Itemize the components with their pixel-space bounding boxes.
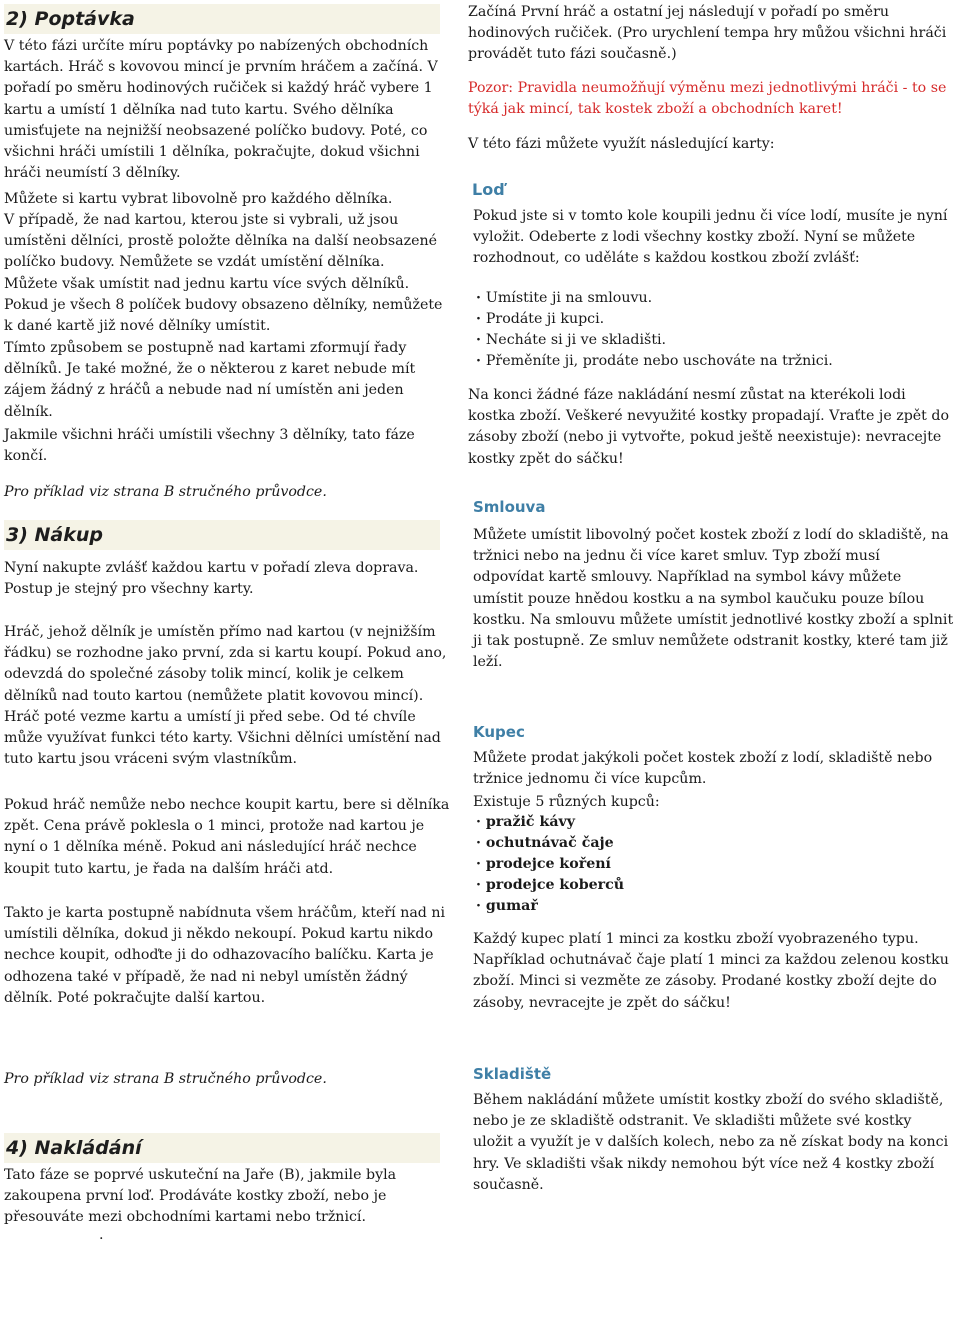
poptavka-paragraph-1: V této fázi určíte míru poptávky po nabízených obchodních kartách. Hráč s kovovou mincí je prvním hráčem a začíná. V pořadí po směru hodinových ručiček si každý hráč vybere 1 kartu a umístí 1 dělníka nad tuto kartu. Svého dělníka umisťujete na nejnižší neobsazené políčko budovy. Poté, co všichni hráči umístili 1 dělníka, pokračujte, dokud všichni hráči neumístí 3 dělníky. (4, 38, 438, 182)
ship-end-note: Na konci žádné fáze nakládání nesmí zůstat na kterékoli lodi kostka zboží. Veškeré nevyužité kostky propadají. Vraťte je zpět do zásoby zboží (nebo ji vytvořte, pokud ještě neexistuje): nevracejte kostky zpět do sáčku! (468, 387, 950, 467)
poptavka-example-note: Pro příklad viz strana B stručného průvodce. (4, 484, 327, 500)
cards-intro: V této fázi můžete využít následující karty: (468, 136, 775, 152)
nakladani-paragraph-1: Tato fáze se poprvé uskuteční na Jaře (B), jakmile byla zakoupena první loď. Prodáváte kostky zboží, nebo je přesouváte mezi obchodními kartami nebo tržnicí. (4, 1167, 397, 1226)
loading-intro: Začíná První hráč a ostatní jej následují v pořadí po směru hodinových ručiček. (Pro urychlení tempa hry můžou všichni hráči provádět tuto fázi současně.) (468, 4, 947, 63)
section-heading-nakup: 3) Nákup (4, 520, 440, 550)
merchant-item: · prodejce koření (476, 854, 624, 875)
merchant-heading: Kupec (473, 723, 525, 741)
merchant-item: · ochutnávač čaje (476, 833, 624, 854)
ship-body: Pokud jste si v tomto kole koupili jednu či více lodí, musíte je nyní vyložit. Odeberte z lodi všechny kostky zboží. Nyní se můžete rozhodnout, co uděláte s každou kostkou zboží zvlášť: (473, 208, 948, 267)
ship-option: · Prodáte ji kupci. (476, 309, 833, 330)
nakup-example-note: Pro příklad viz strana B stručného průvodce. (4, 1071, 327, 1087)
warehouse-body: Během nakládání můžete umístit kostky zboží do svého skladiště, nebo je ze skladiště odstranit. Ve skladišti můžete své kostky uložit a využít je v dalších kolech, nebo za ně získat body na konci hry. Ve skladišti však nikdy nemohou být více než 4 kostky zboží současně. (473, 1092, 949, 1193)
section-heading-nakladani: 4) Nakládání (4, 1133, 440, 1163)
poptavka-paragraph-5: Pokud je všech 8 políček budovy obsazeno dělníky, nemůžete k dané kartě již nové dělníky umístit. (4, 297, 443, 335)
poptavka-paragraph-2: Můžete si kartu vybrat libovolně pro každého dělníka. (4, 191, 393, 207)
merchant-item: · gumař (476, 896, 624, 917)
merchant-body: Můžete prodat jakýkoli počet kostek zboží z lodí, skladiště nebo tržnice jednomu či více kupcům. (473, 750, 933, 788)
poptavka-paragraph-3: V případě, že nad kartou, kterou jste si vybrali, už jsou umístěni dělníci, prostě položte dělníka na další neobsazené políčko budovy. Nemůžete se vzdát umístění dělníka. (4, 212, 438, 271)
warehouse-heading: Skladiště (473, 1065, 552, 1083)
merchant-count: Existuje 5 různých kupců: (473, 794, 660, 810)
ship-heading: Loď (472, 180, 505, 199)
ship-option: · Necháte si ji ve skladišti. (476, 330, 833, 351)
section-heading-poptavka: 2) Poptávka (4, 4, 440, 34)
nakup-paragraph-2: Hráč, jehož dělník je umístěn přímo nad kartou (v nejnižším řádku) se rozhodne jako první, zda si kartu koupí. Pokud ano, odevzdá do společné zásoby tolik mincí, kolik je celkem dělníků nad touto kartou (nemůžete platit kovovou mincí). Hráč poté vezme kartu a umístí ji před sebe. Od té chvíle může využívat funkci této karty. Všichni dělníci umístění nad tuto kartu jsou vráceni svým vlastníkům. (4, 624, 447, 768)
poptavka-paragraph-7: Jakmile všichni hráči umístili všechny 3 dělníky, tato fáze končí. (4, 427, 415, 465)
ship-options-list (476, 288, 833, 372)
ship-option: · Přeměníte ji, prodáte nebo uschováte na tržnici. (476, 351, 833, 372)
contract-body: Můžete umístit libovolný počet kostek zboží z lodí do skladiště, na tržnici nebo na jednu či více karet smluv. Typ zboží musí odpovídat kartě smlouvy. Například na symbol kávy můžete umístit pouze hnědou kostku a na symbol kaučuku pouze bílou kostku. Na smlouvu můžete umístit jednotlivé kostky zboží a splnit ji tak postupně. Ze smluv nemůžete odstranit kostky, které tam již leží. (473, 527, 954, 671)
nakup-paragraph-3: Pokud hráč nemůže nebo nechce koupit kartu, bere si dělníka zpět. Cena právě poklesla o 1 minci, protože nad kartou je nyní o 1 dělníka méně. Pokud ani následující hráč nechce koupit tuto kartu, je řada na dalším hráči atd. (4, 797, 450, 877)
warning-text: Pozor: Pravidla neumožňují výměnu mezi jednotlivými hráči - to se týká jak mincí, tak kostek zboží a obchodních karet! (468, 80, 947, 118)
merchant-pay: Každý kupec platí 1 minci za kostku zboží vyobrazeného typu. Například ochutnávač čaje platí 1 minci za každou zelenou kostku zboží. Minci si vezměte ze zásoby. Prodané kostky zboží dejte do zásoby, nevracejte je zpět do sáčku! (473, 931, 949, 1011)
nakup-paragraph-1: Nyní nakupte zvlášť každou kartu v pořadí zleva doprava. Postup je stejný pro všechny karty. (4, 560, 419, 598)
ship-option: · Umístite ji na smlouvu. (476, 288, 833, 309)
poptavka-paragraph-6: Tímto způsobem se postupně nad kartami zformují řady dělníků. Je také možné, že o některou z karet nebude mít zájem žádný z hráčů a nebude nad ní umístěn ani jeden dělník. (4, 340, 416, 420)
stray-dot: . (99, 1227, 104, 1243)
nakup-paragraph-4: Takto je karta postupně nabídnuta všem hráčům, kteří nad ni umístili dělníka, dokud ji někdo nekoupí. Pokud kartu nikdo nechce koupit, odhoďte ji do odhazovacího balíčku. Karta je odhozena také v případě, že nad ni nebyl umístěn žádný dělník. Poté pokračujte další kartou. (4, 905, 446, 1006)
contract-heading: Smlouva (473, 498, 546, 516)
merchant-list (476, 812, 624, 917)
merchant-item: · prodejce koberců (476, 875, 624, 896)
merchant-item: · pražič kávy (476, 812, 624, 833)
poptavka-paragraph-4: Můžete však umístit nad jednu kartu více svých dělníků. (4, 276, 410, 292)
